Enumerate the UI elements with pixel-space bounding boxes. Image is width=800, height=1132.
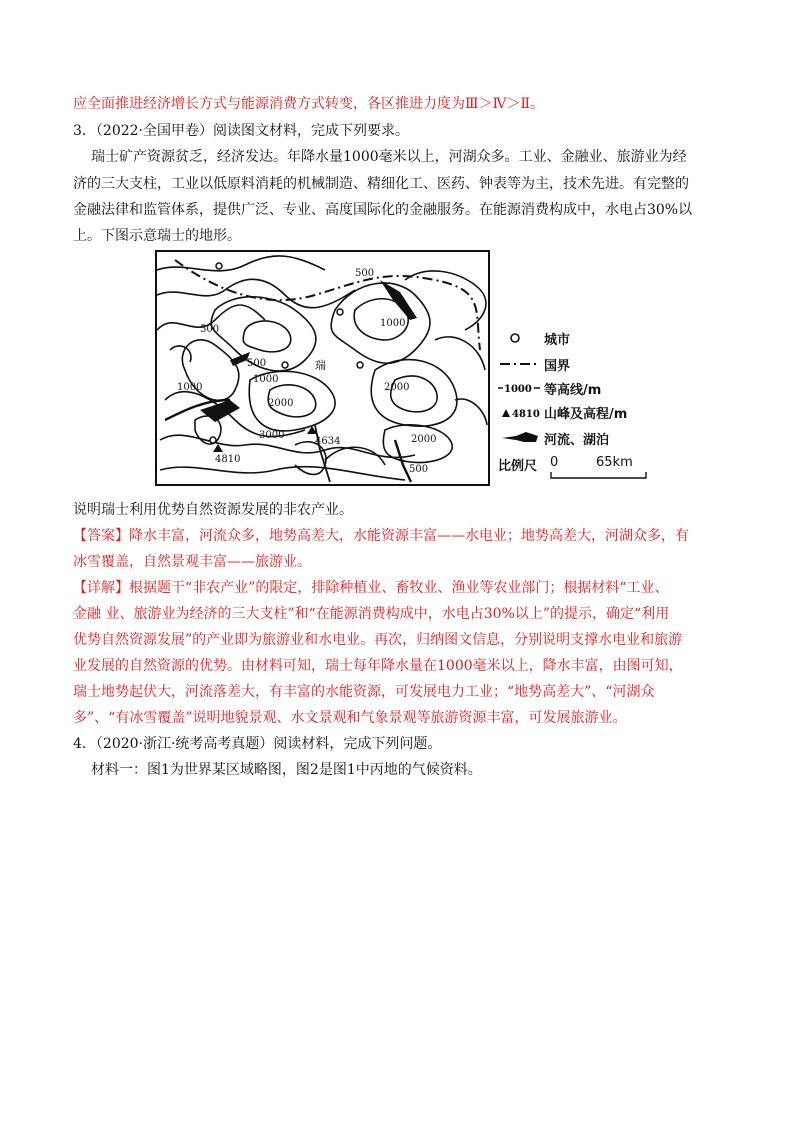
legend-label: 国界	[544, 359, 571, 374]
contour-label: 1000	[177, 382, 203, 393]
contour-sample-label: 1000	[504, 384, 532, 395]
legend-label: 等高线/m	[544, 383, 602, 398]
material-paragraph-line: 金融法律和监管体系，提供广泛、专业、高度国际化的金融服务。在能源消费构成中，水电占30%以	[73, 202, 693, 218]
detail-line	[73, 578, 668, 598]
legend-label: 山峰及高程/m	[544, 407, 628, 422]
prev-answer-line: 应全面推进经济增长方式与能源消费方式转变，各区推进力度为Ⅲ＞Ⅳ＞Ⅱ。	[73, 96, 545, 112]
city-icon	[511, 334, 519, 342]
answer-line	[73, 526, 689, 546]
question-4-title: 4．（2020·浙江·统考高考真题）阅读材料，完成下列问题。	[73, 736, 442, 752]
detail-line: 金融 业、旅游业为经济的三大支柱”和“在能源消费构成中，水电占30%以上”的提示，确定“利用	[73, 606, 670, 622]
answer-line: 冰雪覆盖，自然景观丰富——旅游业。	[73, 554, 311, 570]
contour-label: 1000	[253, 374, 279, 385]
detail-line: 业发展的自然资源的优势。由材料可知，瑞士每年降水量在1000毫米以上，降水丰富，由图可知，	[73, 658, 683, 674]
legend-scale	[498, 454, 658, 474]
material-paragraph-line: 瑞士矿产资源贫乏，经济发达。年降水量1000毫米以上，河湖众多。工业、金融业、旅游业为经	[91, 149, 687, 165]
contour-label: 500	[409, 464, 429, 475]
contour-label: 1000	[380, 318, 406, 329]
scale-label: 比例尺	[498, 459, 538, 474]
peak-label: 4634	[315, 436, 341, 447]
material-paragraph-line: 上。下图示意瑞士的地形。	[73, 228, 241, 244]
scale-end: 65km	[596, 455, 633, 470]
contour-label: 2000	[384, 382, 410, 393]
peak-sample-label: 4810	[512, 409, 540, 420]
contour-label: 500	[355, 268, 375, 279]
contour-label: 2000	[411, 434, 437, 445]
answer-tag: 【答案】	[73, 528, 129, 544]
peak-icon	[502, 409, 510, 417]
contour-label: 500	[247, 358, 267, 369]
scale-bar	[550, 472, 650, 480]
switzerland-terrain-map	[155, 250, 490, 486]
terrain-map-svg	[155, 250, 490, 486]
detail-line: 瑞士地势起伏大，河流落差大，有丰富的水能资源，可发展电力工业；“地势高差大”、“河湖众	[73, 684, 655, 700]
detail-line: 多”、“有冰雪覆盖”说明地貌景观、水文景观和气象景观等旅游资源丰富，可发展旅游业。	[73, 710, 627, 726]
country-label: 瑞	[315, 359, 326, 372]
scale-zero: 0	[550, 455, 559, 470]
contour-label: 3000	[259, 430, 285, 441]
contour-label: 2000	[268, 398, 294, 409]
material-paragraph-line: 济的三大支柱，工业以低原料消耗的机械制造、精细化工、医药、钟表等为主，技术先进。有完整的	[73, 176, 689, 192]
detail-text: 根据题干“非农产业”的限定，排除种植业、畜牧业、渔业等农业部门；根据材料“工业、	[129, 580, 669, 596]
legend-label: 城市	[544, 333, 571, 348]
detail-tag: 【详解】	[73, 580, 129, 596]
question-prompt: 说明瑞士利用优势自然资源发展的非农产业。	[73, 502, 353, 518]
peak-label: 4810	[215, 454, 241, 465]
detail-line: 优势自然资源发展”的产业即为旅游业和水电业。再次，归纳图文信息，分别说明支撑水电业和旅游	[73, 632, 683, 648]
river-lake-icon	[502, 432, 538, 442]
question-3-title: 3．（2022·全国甲卷）阅读图文材料，完成下列要求。	[73, 123, 409, 139]
question-4-material: 材料一：图1为世界某区域略图，图2是图1中丙地的气候资料。	[91, 762, 482, 778]
answer-text: 降水丰富，河流众多，地势高差大，水能资源丰富——水电业；地势高差大，河湖众多，有	[129, 528, 689, 544]
legend-label: 河流、湖泊	[544, 433, 610, 448]
map-legend	[498, 320, 658, 480]
contour-label: 500	[200, 324, 220, 335]
